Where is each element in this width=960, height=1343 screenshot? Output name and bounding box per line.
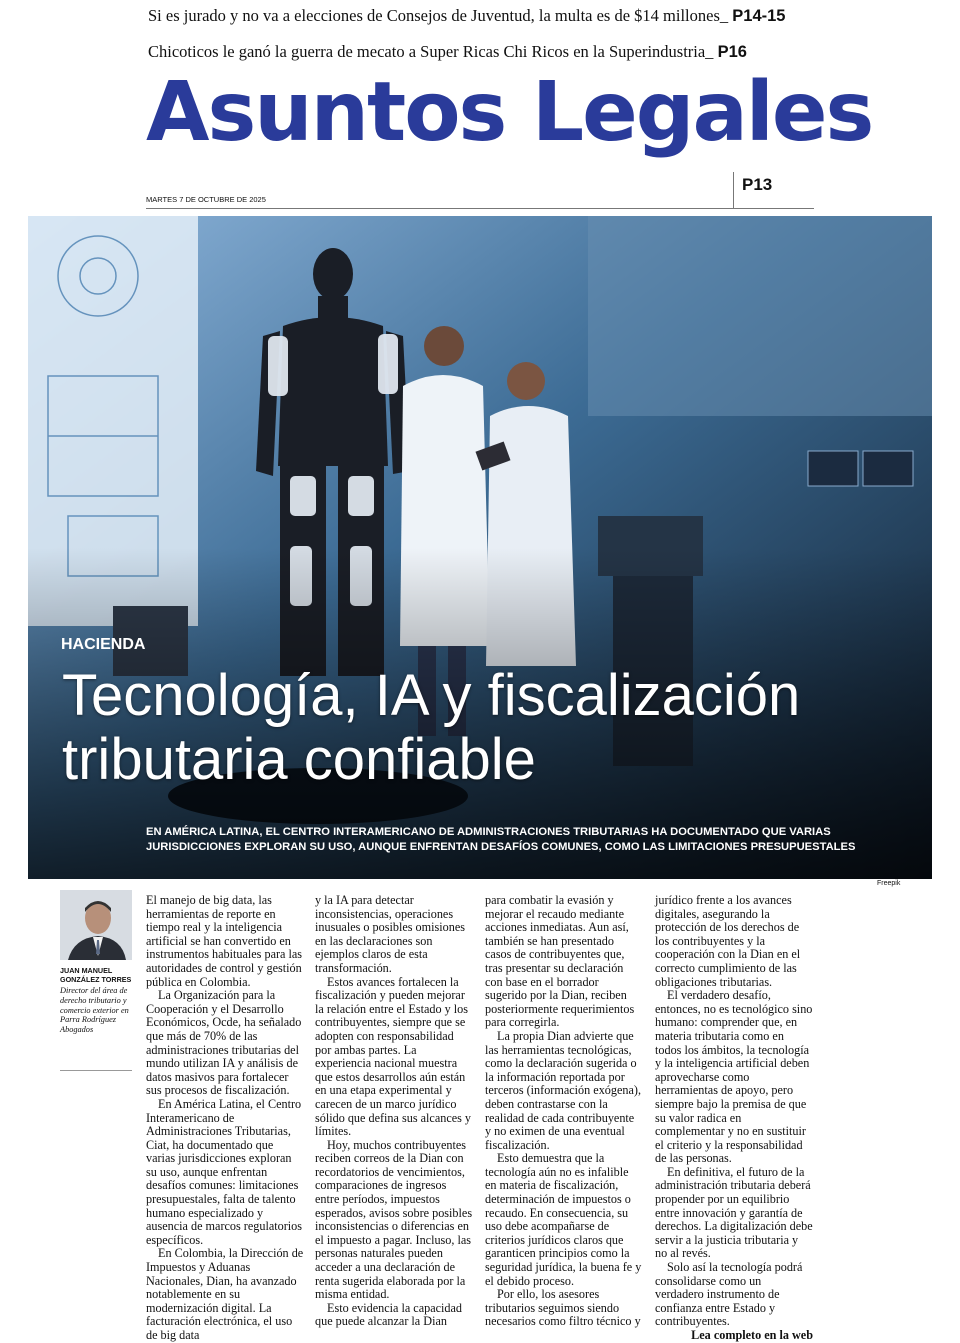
paragraph: El verdadero desafío, entonces, no es tecnológico sino humano: comprender que, en materia tributaria como en todos los ámbitos, la tecnología y la inteligencia artificial deben aprovecharse como herramientas de apoyo, pero siempre bajo la premisa de que su valor radica en complementar y no en sustituir el criterio y la responsabilidad de las personas. [655,988,813,1166]
paragraph: En definitiva, el futuro de la administración tributaria deberá propender por un equilibrio entre innovación y garantía de derechos. La digitalización debe servir a la justicia tributaria y no al revés. [655,1164,813,1261]
date-rule [146,208,814,209]
page-number-rule [733,172,734,209]
teaser-jurado[interactable] [148,6,785,26]
teaser-page: P14-15 [732,7,786,25]
author-role: Director del área de derecho tributario y comercio exterior en Parra Rodríguez Abogados [60,986,129,1035]
paragraph: Esto evidencia la capacidad que puede alcanzar la Dian [315,1300,463,1329]
paragraph: En Colombia, la Dirección de Impuestos y Aduanas Nacionales, Dian, ha avanzado notablemente en su modernización digital. La facturación electrónica, el uso de big data [146,1246,304,1342]
paragraph: En América Latina, el Centro Interamericano de Administraciones Tributarias, Ciat, ha documentado que varias jurisdicciones exploran su uso, aunque enfrentan desafíos comunes: limitaciones presupuestales, falta de talento humano especializado y ausencia de marcos regulatorios específicos. [146,1096,303,1247]
paragraph: Por ello, los asesores tributarios seguimos siendo necesarios como filtro técnico y [485,1287,641,1329]
paragraph: Hoy, muchos contribuyentes reciben correos de la Dian con recordatorios de vencimientos, comparaciones de ingresos entre períodos, impuestos esperados, avisos sobre posibles inconsistencias o diferencias en el impuesto a pagar. Incluso, las personas naturales pueden acceder a una declaración de renta sugerida elaborada por la misma entidad. [315,1137,473,1302]
teaser-page: P16 [717,43,747,61]
paragraph: La Organización para la Cooperación y el Desarrollo Económicos, Ocde, ha señalado que más de 70% de las administraciones tributarias del mundo utilizan IA y análisis de datos masivos para fortalecer sus procesos de fiscalización. [146,988,302,1098]
teaser-chicoticos[interactable] [148,42,747,62]
paragraph: El manejo de big data, las herramientas de reporte en tiempo real y la inteligencia artificial se han convertido en instrumentos habituales para las autoridades de control y gestión pública en Colombia. [146,893,303,989]
teaser-text: Si es jurado y no va a elecciones de Consejos de Juventud, la multa es de $14 millones_ [148,6,733,25]
body-column-1 [146,894,304,1343]
paragraph: jurídico frente a los avances digitales, asegurando la protección de los derechos de los contribuyentes y la cooperación con la Dian en el correcto cumplimiento de las obligaciones tributarias. [655,893,801,989]
photo-credit: Freepik [877,880,901,887]
masthead: Asuntos Legales [146,65,873,160]
hero-image [28,216,932,879]
paragraph: para combatir la evasión y mejorar el recaudo mediante acciones inmediatas. Aun así, también se han presentado casos de contribuyentes que, tras presentar su declaración con base en el borrador sugerido por la Dian, reciben posteriormente requerimientos para corregirla. [485,893,635,1030]
body-column-3 [485,894,643,1329]
paragraph: Esto demuestra que la tecnología aún no es infalible en materia de fiscalización, determinación de impuestos o recaudo. En consecuencia, su uso debe acompañarse de criterios jurídicos claros que garanticen principios como la seguridad jurídica, la buena fe y el debido proceso. [485,1151,642,1288]
author-photo [60,890,132,960]
author-box [60,890,132,1035]
read-more-link[interactable]: Lea completo en la web [691,1328,813,1342]
article-headline: Tecnología, IA y fiscalización tributaria confiable [62,663,801,792]
body-column-4 [655,894,813,1343]
page-number: P13 [742,175,773,194]
issue-date: MARTES 7 DE OCTUBRE DE 2025 [146,195,266,204]
paragraph: Solo así la tecnología podrá consolidarse como un verdadero instrumento de confianza entre Estado y contribuyentes. [655,1260,803,1329]
author-name: JUAN MANUEL GONZÁLEZ TORRES [60,966,132,984]
article-kicker: HACIENDA [61,636,146,653]
paragraph: La propia Dian advierte que las herramientas tecnológicas, como la declaración sugerida o la información reportada por terceros (información exógena), deben contrastarse con la realidad de cada contribuyente y no eximen de una eventual fiscalización. [485,1028,641,1152]
paragraph: Estos avances fortalecen la fiscalización y pueden mejorar la relación entre el Estado y los contribuyentes, siempre que se adopten con responsabilidad por ambas partes. La experiencia nacional muestra que estos desarrollos aún están en una etapa experimental y carecen de un marco jurídico sólido que defina sus alcances y límites. [315,974,472,1139]
article-deck: EN AMÉRICA LATINA, EL CENTRO INTERAMERICANO DE ADMINISTRACIONES TRIBUTARIAS HA DOCUMENTADO QUE VARIAS JURISDICCIONES EXPLORAN SU USO, AUNQUE ENFRENTAN DESAFÍOS COMUNES, COMO LAS LIMITACIONES PRESUPUESTALES [146,826,856,853]
teaser-text: Chicoticos le ganó la guerra de mecato a Super Ricas Chi Ricos en la Superindustria_ [148,42,718,61]
author-rule [60,1070,132,1071]
paragraph: y la IA para detectar inconsistencias, operaciones inusuales o posibles omisiones en las declaraciones son ejemplos claros de esta transformación. [315,893,465,975]
body-column-2 [315,894,473,1329]
